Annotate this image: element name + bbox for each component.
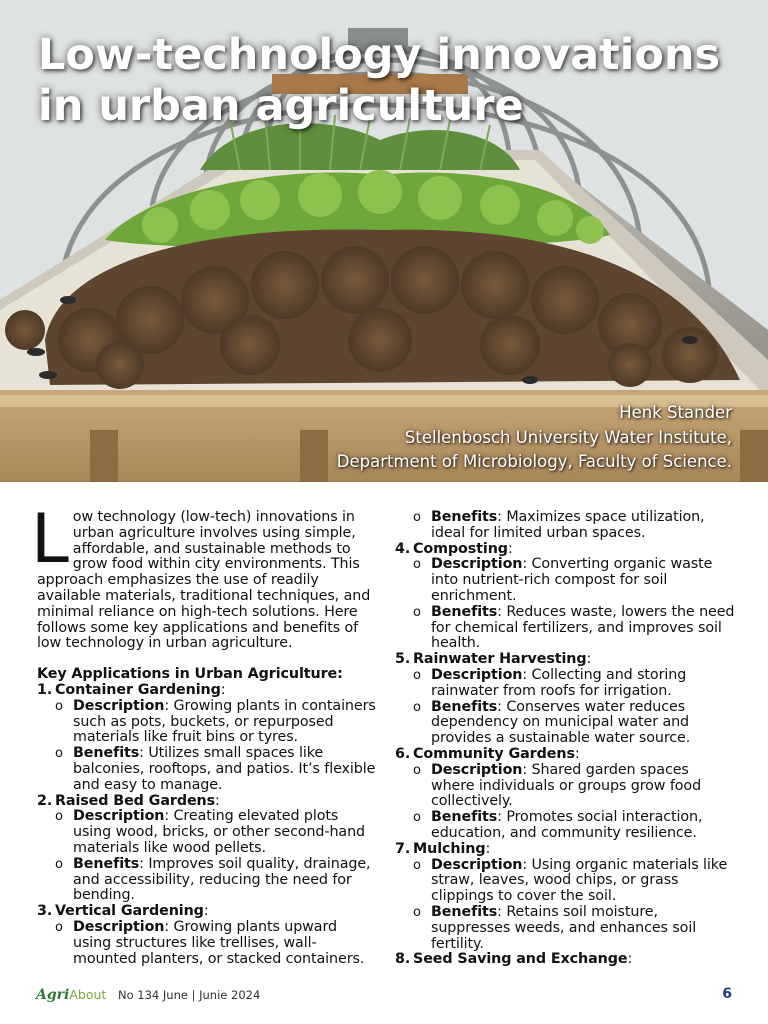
item-description: o Description: Converting organic waste into nutrient-rich compost for soil enrichment.	[395, 557, 735, 604]
magazine-logo-about: About	[69, 987, 107, 1002]
author-credit	[337, 401, 732, 475]
drop-cap: L	[31, 500, 69, 579]
page-number: 6	[722, 986, 732, 1002]
hero-photo	[0, 0, 768, 482]
list-item	[37, 794, 377, 905]
list-item	[395, 542, 735, 653]
list-item	[395, 747, 735, 842]
item-benefits: o Benefits: Conserves water reduces dependency on municipal water and provides a sustainable water source.	[395, 700, 735, 747]
magazine-logo-agri: Agri	[36, 987, 70, 1003]
item-description: o Description: Creating elevated plots using wood, bricks, or other second-hand materials like wood pellets.	[37, 809, 377, 856]
issue-info: No 134 June | Junie 2024	[117, 988, 261, 1002]
left-column	[31, 500, 377, 967]
item-description: o Description: Growing plants upward using structures like trellises, wall-mounted planters, or stacked containers.	[37, 920, 377, 967]
list-item-continued	[395, 510, 735, 542]
item-title: 6. Community Gardens:	[395, 745, 580, 762]
list-item	[37, 683, 377, 794]
right-column	[395, 510, 735, 968]
section-heading: Key Applications in Urban Agriculture:	[37, 666, 343, 683]
list-item	[37, 904, 377, 967]
item-title: 4. Composting:	[395, 540, 513, 557]
item-description: o Description: Collecting and storing rainwater from roofs for irrigation.	[395, 668, 735, 700]
item-benefits: o Benefits: Reduces waste, lowers the need for chemical fertilizers, and improves soil health.	[395, 605, 735, 652]
item-title: 5. Rainwater Harvesting:	[395, 651, 592, 668]
item-title: 1. Container Gardening:	[37, 681, 226, 698]
author-affiliation-1: Stellenbosch University Water Institute,	[404, 427, 732, 447]
article-title	[38, 30, 758, 132]
intro-text: ow technology (low-tech) innovations in urban agriculture involves using simple, affordable, and sustainable methods to grow food within city environments. This approach emphasizes the use of readily available materials, traditional techniques, and minimal reliance on high-tech solutions. Here follows some key applications and benefits of low technology in urban agriculture.	[37, 509, 371, 652]
item-benefits: o Benefits: Retains soil moisture, suppresses weeds, and enhances soil fertility.	[395, 905, 735, 952]
list-item	[395, 952, 735, 968]
title-line-2: in urban agriculture	[38, 81, 524, 131]
item-title: 3. Vertical Gardening:	[37, 903, 209, 920]
item-title: 7. Mulching:	[395, 840, 491, 857]
author-affiliation-2: Department of Microbiology, Faculty of Science.	[336, 452, 732, 471]
list-item	[395, 842, 735, 953]
item-benefits: o Benefits: Maximizes space utilization, ideal for limited urban spaces.	[395, 510, 735, 542]
intro-paragraph	[31, 500, 377, 652]
list-item	[395, 652, 735, 747]
title-line-1: Low-technology innovations	[38, 30, 721, 80]
item-title: 2. Raised Bed Gardens:	[37, 792, 220, 809]
item-title: 8. Seed Saving and Exchange:	[395, 951, 633, 968]
item-benefits: o Benefits: Improves soil quality, drainage, and accessibility, reducing the need for bending.	[37, 857, 377, 904]
item-description: o Description: Using organic materials like straw, leaves, wood chips, or grass clippings to cover the soil.	[395, 858, 735, 905]
item-description: o Description: Shared garden spaces where individuals or groups grow food collectively.	[395, 763, 735, 810]
page-footer	[36, 987, 732, 1005]
author-name: Henk Stander	[619, 403, 732, 422]
item-benefits: o Benefits: Utilizes small spaces like balconies, rooftops, and patios. It’s flexible and easy to manage.	[37, 746, 377, 793]
item-benefits: o Benefits: Promotes social interaction, education, and community resilience.	[395, 810, 735, 842]
item-description: o Description: Growing plants in containers such as pots, buckets, or repurposed materials like fruit bins or tyres.	[37, 699, 377, 746]
